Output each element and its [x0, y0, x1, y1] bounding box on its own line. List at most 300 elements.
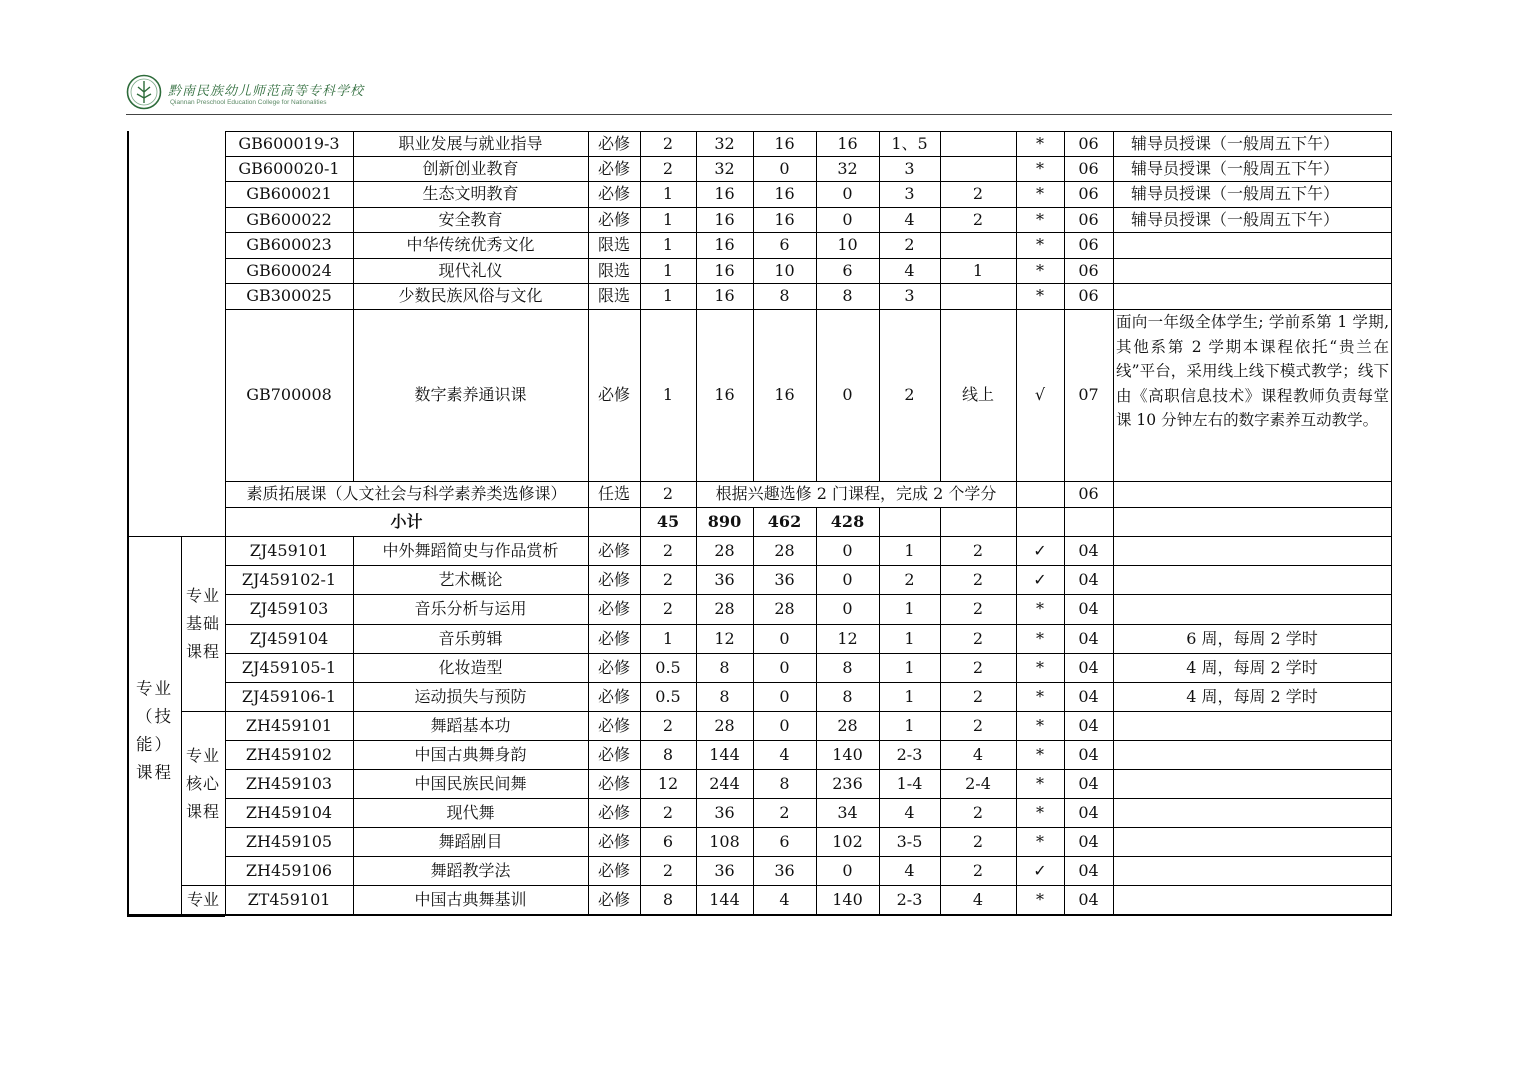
weekly-hours: 2: [972, 860, 984, 880]
course-type: 必修: [597, 890, 630, 909]
remarks: 辅导员授课（一般周五下午）: [1131, 158, 1340, 178]
course-type: 必修: [597, 744, 630, 764]
grid-line: [225, 156, 1391, 157]
theory-hours: 0: [779, 657, 790, 677]
course-name: 中华传统优秀文化: [406, 235, 535, 254]
grid-line: [225, 624, 1391, 625]
weekly-hours: [940, 131, 1016, 156]
dept-code: 04: [1078, 569, 1099, 589]
grid-line: [225, 283, 1391, 284]
remarks: [1113, 827, 1391, 856]
course-type: 必修: [597, 715, 630, 735]
course-name: 舞蹈基本功: [430, 715, 511, 735]
theory-hours: 6: [779, 235, 790, 254]
grid-line: [181, 536, 182, 915]
semester: 4: [904, 260, 915, 280]
remarks: [1113, 594, 1391, 624]
credits: 1: [662, 385, 674, 404]
exam-mark: *: [1036, 890, 1044, 909]
total-hours: 28: [714, 540, 735, 560]
course-code: GB300025: [246, 286, 332, 305]
total-hours: 16: [714, 209, 735, 229]
grid-line: [225, 798, 1391, 799]
remarks: [1113, 769, 1391, 798]
course-name: 化妆造型: [438, 657, 503, 677]
total-hours: 36: [714, 802, 735, 822]
grid-line: [1064, 536, 1065, 915]
dept-code: 06: [1078, 235, 1099, 254]
theory-hours: 6: [779, 831, 790, 851]
weekly-hours: 2: [972, 831, 984, 851]
expansion-description: 根据兴趣选修 2 门课程，完成 2 个学分: [715, 484, 997, 503]
course-name: 生态文明教育: [422, 184, 519, 203]
dept-code: 06: [1078, 133, 1099, 153]
total-hours: 144: [709, 744, 740, 764]
course-type: 必修: [597, 657, 630, 677]
total-hours: 36: [714, 569, 735, 589]
course-code: ZH459104: [245, 802, 333, 822]
weekly-hours: 线上: [961, 385, 994, 404]
credits: 2: [662, 599, 674, 618]
weekly-hours: [940, 283, 1016, 309]
course-code: ZH459102: [245, 744, 333, 764]
dept-code: 06: [1078, 260, 1099, 280]
grid-line: [640, 481, 641, 507]
course-code: ZJ459106-1: [241, 686, 337, 706]
grid-line: [225, 827, 1391, 828]
dept-code: 04: [1078, 831, 1099, 851]
grid-line: [225, 565, 1391, 566]
grid-line: [753, 131, 754, 481]
table-left-border: [127, 131, 129, 916]
course-name: 数字素养通识课: [414, 385, 527, 404]
grid-line: [696, 536, 697, 915]
grid-line: [225, 740, 1391, 741]
practice-hours: 140: [832, 744, 863, 764]
practice-hours: 8: [842, 686, 853, 706]
dept-code: 04: [1078, 802, 1099, 822]
grid-line: [940, 536, 941, 915]
grid-line: [181, 711, 225, 712]
total-hours: 244: [709, 773, 740, 793]
exam-mark: *: [1036, 133, 1044, 153]
course-code: GB600020-1: [238, 158, 340, 178]
remarks: 4 周，每周 2 学时: [1186, 686, 1318, 706]
remarks: 辅导员授课（一般周五下午）: [1131, 209, 1340, 229]
course-type: 必修: [597, 184, 630, 203]
practice-hours: 10: [837, 235, 858, 254]
semester: 1-4: [896, 773, 923, 793]
grid-line: [1113, 507, 1114, 536]
credits: 12: [657, 773, 679, 793]
remarks: 面向一年级全体学生; 学前系第 1 学期,其他系第 2 学期本课程依托“贵兰在线”平台，采用线上线下模式教学；线下由《高职信息技术》课程教师负责每堂课 10 分钟左右的数字素养互动教学。: [1116, 313, 1389, 429]
grid-line: [225, 207, 1391, 208]
table-bottom-border: [225, 914, 1392, 916]
grid-line: [225, 856, 1391, 857]
course-name: 中外舞蹈简史与作品赏析: [382, 540, 559, 560]
credits: 8: [662, 744, 674, 764]
grid-line: [225, 507, 1391, 508]
course-name: 职业发展与就业指导: [398, 133, 543, 153]
semester: 1: [904, 686, 915, 706]
practice-hours: 236: [832, 773, 863, 793]
course-type: 必修: [597, 686, 630, 706]
subtotal-practice-hours: 428: [830, 511, 865, 531]
weekly-hours: [940, 232, 1016, 258]
course-type: 必修: [597, 628, 630, 648]
practice-hours: 6: [842, 260, 853, 280]
credits: 1: [662, 235, 674, 254]
dept-code: 04: [1078, 773, 1099, 793]
practice-hours: 8: [842, 286, 853, 305]
exam-mark: *: [1036, 184, 1044, 203]
grid-line: [225, 232, 1391, 233]
remarks: [1113, 711, 1391, 740]
grid-line: [879, 131, 880, 481]
grid-line: [588, 536, 589, 915]
grid-line: [225, 682, 1391, 683]
expansion-course-name: 素质拓展课（人文社会与科学素养类选修课）: [246, 484, 567, 503]
grid-line: [225, 181, 1391, 182]
credits: 1: [662, 209, 674, 229]
total-hours: 16: [714, 235, 735, 254]
theory-hours: 28: [774, 540, 795, 560]
credits: 1: [662, 260, 674, 280]
semester: 1: [904, 628, 915, 648]
grid-line: [640, 536, 641, 915]
grid-line: [588, 507, 589, 536]
credits: 8: [662, 890, 674, 909]
weekly-hours: 2: [972, 715, 984, 735]
grid-line: [588, 481, 589, 507]
grid-line: [1016, 131, 1017, 481]
course-name: 少数民族风俗与文化: [398, 286, 543, 305]
practice-hours: 32: [837, 158, 858, 178]
total-hours: 32: [714, 158, 735, 178]
weekly-hours: [940, 156, 1016, 181]
course-type: 必修: [597, 540, 630, 560]
course-code: ZH459105: [245, 831, 333, 851]
grid-line: [353, 131, 354, 481]
subtotal-theory-hours: 462: [767, 511, 802, 531]
course-name: 中国古典舞身韵: [414, 744, 527, 764]
theory-hours: 16: [774, 385, 795, 404]
dept-code: 04: [1078, 860, 1099, 880]
weekly-hours: 2: [972, 686, 984, 706]
theory-hours: 28: [774, 599, 795, 618]
dept-code: 06: [1078, 209, 1099, 229]
grid-line: [1064, 131, 1065, 481]
total-hours: 8: [719, 686, 730, 706]
course-type: 必修: [597, 569, 630, 589]
course-name: 创新创业教育: [422, 158, 519, 178]
course-code: GB700008: [246, 385, 332, 404]
course-type: 必修: [597, 831, 630, 851]
course-code: GB600024: [246, 260, 332, 280]
exam-mark: ✓: [1033, 569, 1047, 589]
semester: 4: [904, 209, 915, 229]
theory-hours: 8: [779, 286, 790, 305]
practice-hours: 140: [832, 890, 863, 909]
remarks: 辅导员授课（一般周五下午）: [1131, 184, 1340, 203]
grid-line: [1113, 536, 1114, 915]
credits: 2: [662, 715, 674, 735]
semester: 1: [904, 540, 915, 560]
grid-line: [640, 507, 641, 536]
grid-line: [1113, 131, 1114, 481]
semester: 1、5: [891, 133, 928, 153]
subcategory-professional: 专业: [186, 890, 219, 909]
remarks: [1113, 232, 1391, 258]
total-hours: 36: [714, 860, 735, 880]
grid-line: [1016, 507, 1017, 536]
course-code: ZH459106: [245, 860, 333, 880]
dept-code: 06: [1078, 286, 1099, 305]
theory-hours: 0: [779, 158, 790, 178]
grid-line: [588, 131, 589, 481]
course-name: 中国古典舞基训: [414, 890, 527, 909]
remarks: [1113, 798, 1391, 827]
course-code: GB600023: [246, 235, 332, 254]
grid-line: [225, 258, 1391, 259]
course-type: 必修: [597, 133, 630, 153]
course-code: GB600021: [246, 184, 332, 203]
total-hours: 108: [709, 831, 740, 851]
semester: 4: [904, 802, 915, 822]
remarks: [1113, 283, 1391, 309]
semester: 2-3: [896, 890, 923, 909]
course-code: ZJ459101: [249, 540, 329, 560]
total-hours: 28: [714, 715, 735, 735]
semester: 2: [904, 385, 915, 404]
dept-code: 04: [1078, 744, 1099, 764]
course-type: 限选: [597, 286, 630, 305]
course-type: 任选: [597, 484, 630, 503]
grid-line: [1016, 481, 1017, 507]
exam-mark: *: [1036, 286, 1044, 305]
table-top-border: [225, 131, 1391, 132]
total-hours: 28: [714, 599, 735, 618]
total-hours: 16: [714, 286, 735, 305]
course-name: 中国民族民间舞: [414, 773, 527, 793]
grid-line: [753, 507, 754, 536]
credits: 0.5: [655, 686, 681, 706]
theory-hours: 36: [774, 569, 795, 589]
school-name-english: Qiannan Preschool Education College for Nationalities: [170, 99, 327, 106]
weekly-hours: 2: [972, 599, 984, 618]
total-hours: 8: [719, 657, 730, 677]
subtotal-total-hours: 890: [707, 511, 742, 531]
exam-mark: *: [1036, 657, 1044, 677]
course-type: 必修: [597, 385, 630, 404]
grid-line: [1391, 507, 1392, 536]
exam-mark: *: [1036, 715, 1044, 735]
semester: 2: [904, 235, 915, 254]
course-code: ZJ459102-1: [241, 569, 337, 589]
course-type: 必修: [597, 599, 630, 618]
dept-code: 04: [1078, 686, 1099, 706]
grid-line: [1064, 507, 1065, 536]
weekly-hours: 2: [972, 657, 984, 677]
practice-hours: 12: [837, 628, 858, 648]
grid-line: [816, 131, 817, 481]
total-hours: 16: [714, 260, 735, 280]
credits: 2: [662, 158, 674, 178]
grid-line: [1391, 131, 1392, 481]
course-code: GB600022: [246, 209, 332, 229]
theory-hours: 16: [774, 184, 795, 203]
weekly-hours: 2: [972, 802, 984, 822]
semester: 1: [904, 715, 915, 735]
grid-line: [225, 653, 1391, 654]
grid-line: [1391, 481, 1392, 507]
grid-line: [225, 594, 1391, 595]
grid-line: [879, 507, 880, 536]
weekly-hours: 4: [972, 890, 984, 909]
dept-code: 06: [1078, 158, 1099, 178]
course-code: ZJ459105-1: [241, 657, 337, 677]
course-code: ZT459101: [247, 890, 331, 909]
remarks: [1113, 565, 1391, 594]
course-name: 运动损失与预防: [414, 686, 527, 706]
course-name: 现代舞: [446, 802, 495, 822]
credits: 6: [662, 831, 674, 851]
credits: 2: [662, 860, 674, 880]
remarks: [1113, 856, 1391, 885]
remarks: 4 周，每周 2 学时: [1186, 657, 1318, 677]
grid-line: [1391, 536, 1392, 915]
credits: 0.5: [655, 657, 681, 677]
grid-line: [1064, 481, 1065, 507]
remarks: [1113, 885, 1391, 915]
theory-hours: 0: [779, 715, 790, 735]
practice-hours: 0: [842, 860, 853, 880]
course-name: 舞蹈剧目: [438, 831, 503, 851]
subtotal-label: 小计: [390, 511, 423, 531]
grid-line: [696, 131, 697, 481]
school-name: 黔南民族幼儿师范高等专科学校: [168, 84, 365, 99]
theory-hours: 4: [779, 744, 790, 764]
subcategory-core: 专业核心课程: [185, 745, 220, 821]
dept-code: 04: [1078, 715, 1099, 735]
credits: 2: [662, 569, 674, 589]
practice-hours: 0: [842, 540, 853, 560]
grid-line: [1016, 536, 1017, 915]
exam-mark: *: [1036, 260, 1044, 280]
remarks: [1113, 740, 1391, 769]
semester: 2: [904, 569, 915, 589]
grid-line: [753, 536, 754, 915]
dept-code: 04: [1078, 628, 1099, 648]
practice-hours: 34: [837, 802, 858, 822]
course-type: 必修: [597, 860, 630, 880]
theory-hours: 16: [774, 133, 795, 153]
practice-hours: 28: [837, 715, 858, 735]
theory-hours: 16: [774, 209, 795, 229]
dept-code: 06: [1078, 184, 1099, 203]
credits: 2: [662, 133, 674, 153]
dept-code: 06: [1078, 484, 1099, 503]
total-hours: 144: [709, 890, 740, 909]
credits: 1: [662, 184, 674, 203]
grid-line: [816, 507, 817, 536]
grid-line: [225, 711, 1391, 712]
course-type: 必修: [597, 209, 630, 229]
theory-hours: 8: [779, 773, 790, 793]
total-hours: 12: [714, 628, 735, 648]
course-type: 限选: [597, 260, 630, 280]
major-category-label: 专业（技能）课程: [136, 678, 173, 782]
semester: 3: [904, 184, 915, 203]
weekly-hours: 2: [972, 209, 984, 229]
weekly-hours: 2: [972, 184, 984, 203]
grid-line: [225, 481, 1391, 482]
course-code: GB600019-3: [238, 133, 340, 153]
course-name: 音乐剪辑: [438, 628, 503, 648]
grid-line: [640, 131, 641, 481]
practice-hours: 8: [842, 657, 853, 677]
dept-code: 04: [1078, 540, 1099, 560]
weekly-hours: 2: [972, 569, 984, 589]
weekly-hours: 4: [972, 744, 984, 764]
weekly-hours: 1: [972, 260, 984, 280]
course-name: 安全教育: [438, 209, 503, 229]
grid-line: [225, 309, 1391, 310]
subtotal-credits: 45: [656, 511, 680, 531]
credits: 2: [662, 540, 674, 560]
grid-line: [128, 536, 1391, 537]
theory-hours: 2: [779, 802, 790, 822]
table-bottom-border: [127, 914, 225, 917]
subcategory-foundation: 专业基础课程: [185, 585, 220, 661]
dept-code: 07: [1078, 385, 1099, 404]
weekly-hours: 2: [972, 628, 984, 648]
exam-mark: *: [1036, 158, 1044, 178]
total-hours: 32: [714, 133, 735, 153]
course-name: 舞蹈教学法: [430, 860, 511, 880]
exam-mark: ✓: [1033, 860, 1047, 880]
exam-mark: ✓: [1033, 540, 1047, 560]
course-code: ZH459103: [245, 773, 333, 793]
grid-line: [696, 481, 697, 507]
grid-line: [879, 536, 880, 915]
practice-hours: 0: [842, 599, 853, 618]
theory-hours: 0: [779, 686, 790, 706]
credits: 1: [662, 628, 674, 648]
grid-line: [940, 131, 941, 481]
practice-hours: 102: [832, 831, 863, 851]
total-hours: 16: [714, 385, 735, 404]
course-type: 必修: [597, 802, 630, 822]
exam-mark: *: [1036, 773, 1044, 793]
semester: 3: [904, 286, 915, 305]
course-name: 音乐分析与运用: [414, 599, 527, 618]
credits: 2: [662, 484, 674, 503]
dept-code: 04: [1078, 599, 1099, 618]
grid-line: [225, 885, 1391, 886]
semester: 1: [904, 599, 915, 618]
exam-mark: *: [1036, 235, 1044, 254]
semester: 3: [904, 158, 915, 178]
exam-mark: *: [1036, 831, 1044, 851]
practice-hours: 0: [842, 184, 853, 203]
exam-mark: *: [1036, 744, 1044, 764]
weekly-hours: 2-4: [965, 773, 991, 793]
course-type: 限选: [597, 235, 630, 254]
course-code: ZJ459103: [249, 599, 329, 618]
exam-mark: *: [1036, 628, 1044, 648]
credits: 1: [662, 286, 674, 305]
